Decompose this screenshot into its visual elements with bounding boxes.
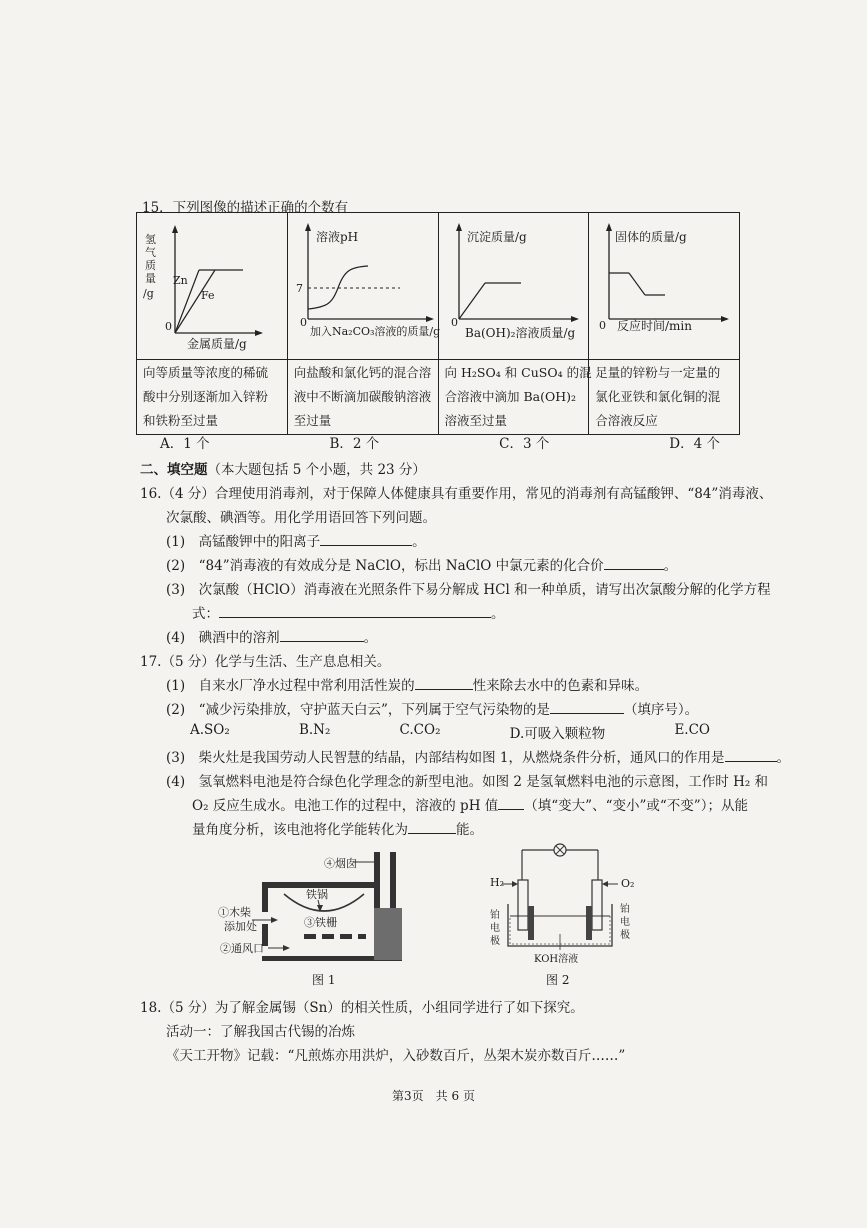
graph-1-xlabel: 金属质量/g (187, 337, 247, 351)
q17-blank-2[interactable] (550, 699, 624, 714)
graph-1-ylabel-2: 气 (145, 246, 156, 259)
q17-choice-c: C.CO₂ (399, 722, 441, 738)
q17-part-1: (1) 自来水厂净水过程中常利用活性炭的 性来除去水中的色素和异味。 (166, 674, 648, 694)
q16-blank-3[interactable] (219, 603, 491, 618)
q16-blank-2[interactable] (604, 555, 664, 570)
q16-stem: 16.（4 分）合理使用消毒剂，对于保障人体健康具有重要作用，常见的消毒剂有高锰酸钾、“84”消毒液、 (140, 486, 773, 502)
fig2-left-electrode-2: 电 (490, 923, 500, 934)
fig1-wood-label-2: 添加处 (224, 920, 257, 933)
q18-activity: 活动一：了解我国古代锡的冶炼 (166, 1024, 355, 1040)
option-b[interactable]: B．2 个 (329, 436, 380, 452)
graph-1-cell (137, 213, 288, 360)
q17-choice-b: B.N₂ (298, 722, 331, 738)
section-2-note: （本大题包括 5 个小题，共 23 分） (207, 462, 426, 478)
q16-part-1: (1) 高锰酸钾中的阳离子 。 (166, 530, 426, 550)
desc-4: 足量的锌粉与一定量的 氯化亚铁和氯化铜的混 合溶液反应 (589, 360, 740, 435)
fig2-right-electrode-2: 电 (620, 917, 630, 928)
fig2-left-electrode-3: 极 (490, 936, 500, 947)
fig2-right-electrode-1: 铂 (620, 904, 630, 915)
graph-4 (589, 213, 737, 355)
graph-1-ylabel-3: 质 (145, 259, 156, 272)
q17-blank-3[interactable] (725, 747, 777, 762)
q18-quote: 《天工开物》记载：“凡煎炼亦用洪炉，入砂数百斤，丛架木炭亦数百斤……” (166, 1048, 626, 1064)
q16-blank-4[interactable] (280, 627, 364, 642)
option-c[interactable]: C．3 个 (499, 436, 550, 452)
q16-blank-1[interactable] (320, 531, 412, 546)
fig2-h2-label: H₂ (490, 876, 505, 889)
fig1-chimney-label: ④烟囱 (324, 857, 357, 870)
q16-stem-2: 次氯酸、碘酒等。用化学用语回答下列问题。 (166, 510, 436, 526)
q17-blank-1[interactable] (415, 675, 473, 690)
q17-part-4b: O₂ 反应生成水。电池工作的过程中，溶液的 pH 值 （填“变大”、“变小”或“不变”）；从能 (192, 794, 748, 814)
graph-2-cell (287, 213, 438, 360)
graph-1-ylabel-1: 氢 (145, 233, 156, 246)
graph-1-ylabel-4: 量 (145, 272, 156, 285)
q15-stem: 15．下列图像的描述正确的个数有 (142, 200, 349, 216)
graph-2-ref-7: 7 (295, 282, 303, 295)
figure-2-fuel-cell (488, 840, 638, 990)
q15-options (160, 432, 720, 452)
q15-graph-table (136, 212, 740, 435)
graph-3-xlabel: Ba(OH)₂溶液质量/g (464, 326, 575, 340)
desc-1: 向等质量等浓度的稀硫 酸中分别逐渐加入锌粉 和铁粉至过量 (137, 360, 288, 435)
graph-4-ylabel: 固体的质量/g (615, 230, 687, 244)
section-2-title: 二、填空题 (140, 462, 208, 478)
figure-1-stove (214, 846, 404, 992)
graph-3 (439, 213, 587, 355)
q17-part-2: (2) “减少污染排放，守护蓝天白云”，下列属于空气污染物的是 （填序号）。 (166, 698, 698, 718)
graph-2 (288, 213, 444, 355)
graph-3-cell (438, 213, 589, 360)
option-d[interactable]: D．4 个 (669, 436, 720, 452)
q17-stem: 17.（5 分）化学与生活、生产息息相关。 (140, 654, 391, 670)
graph-2-origin: 0 (299, 316, 307, 329)
graph-1-fe-label: Fe (201, 289, 215, 302)
fig2-left-electrode-1: 铂 (490, 910, 500, 921)
graph-3-origin: 0 (450, 316, 458, 329)
fig1-vent-label: ②通风口 (220, 942, 264, 955)
graph-4-cell (589, 213, 740, 360)
fig1-grate-label: ③铁栅 (304, 916, 337, 929)
q17-choice-a: A.SO₂ (190, 722, 230, 738)
graph-1-zn-label: Zn (173, 274, 188, 287)
option-a[interactable]: A．1 个 (160, 436, 210, 452)
graph-1 (137, 213, 287, 355)
fig2-o2-label: O₂ (621, 877, 635, 890)
q16-part-3: (3) 次氯酸（HClO）消毒液在光照条件下易分解成 HCl 和一种单质，请写出次氯酸分解的化学方程 (166, 582, 771, 598)
fig2-caption: 图 2 (546, 973, 570, 987)
q17-choices (190, 722, 710, 742)
q16-part-2: (2) “84”消毒液的有效成分是 NaClO，标出 NaClO 中氯元素的化合价 。 (166, 554, 677, 574)
fig1-caption: 图 1 (312, 973, 336, 987)
graph-3-ylabel: 沉淀质量/g (466, 230, 527, 244)
q17-choice-e: E.CO (674, 722, 710, 738)
q17-blank-4[interactable] (498, 795, 524, 810)
desc-3: 向 H₂SO₄ 和 CuSO₄ 的混 合溶液中滴加 Ba(OH)₂ 溶液至过量 (438, 360, 589, 435)
q17-choice-d: D.可吸入颗粒物 (509, 726, 606, 742)
q17-part-4a: (4) 氢氧燃料电池是符合绿色化学理念的新型电池。如图 2 是氢氧燃料电池的示意图，工作时 H₂ 和 (166, 774, 769, 790)
q16-part-3b: 式： 。 (192, 602, 505, 622)
q17-part-3: (3) 柴火灶是我国劳动人民智慧的结晶，内部结构如图 1，从燃烧条件分析，通风口的作用是 。 (166, 746, 790, 766)
section-2-header (140, 458, 426, 478)
q17-blank-5[interactable] (408, 819, 456, 834)
graph-2-xlabel: 加入Na₂CO₃溶液的质量/g (309, 325, 440, 338)
graph-1-ylabel-5: /g (143, 287, 154, 300)
q17-part-4c: 量角度分析，该电池将化学能转化为 能。 (192, 818, 483, 838)
graph-4-origin: 0 (599, 319, 607, 332)
fig2-solution-label: KOH溶液 (534, 954, 579, 965)
page-footer: 第3页 共 6 页 (392, 1089, 475, 1103)
graph-1-origin: 0 (165, 320, 172, 333)
fig2-right-electrode-3: 极 (620, 930, 630, 941)
desc-2: 向盐酸和氯化钙的混合溶 液中不断滴加碳酸钠溶液 至过量 (287, 360, 438, 435)
q16-part-4: (4) 碘酒中的溶剂 。 (166, 626, 377, 646)
q18-stem: 18.（5 分）为了解金属锡（Sn）的相关性质，小组同学进行了如下探究。 (140, 1000, 584, 1016)
fig1-wood-label: ①木柴 (218, 906, 251, 919)
fig1-pot-label: 铁锅 (306, 888, 328, 901)
graph-4-xlabel: 反应时间/min (617, 319, 693, 333)
graph-2-ylabel: 溶液pH (315, 230, 358, 244)
